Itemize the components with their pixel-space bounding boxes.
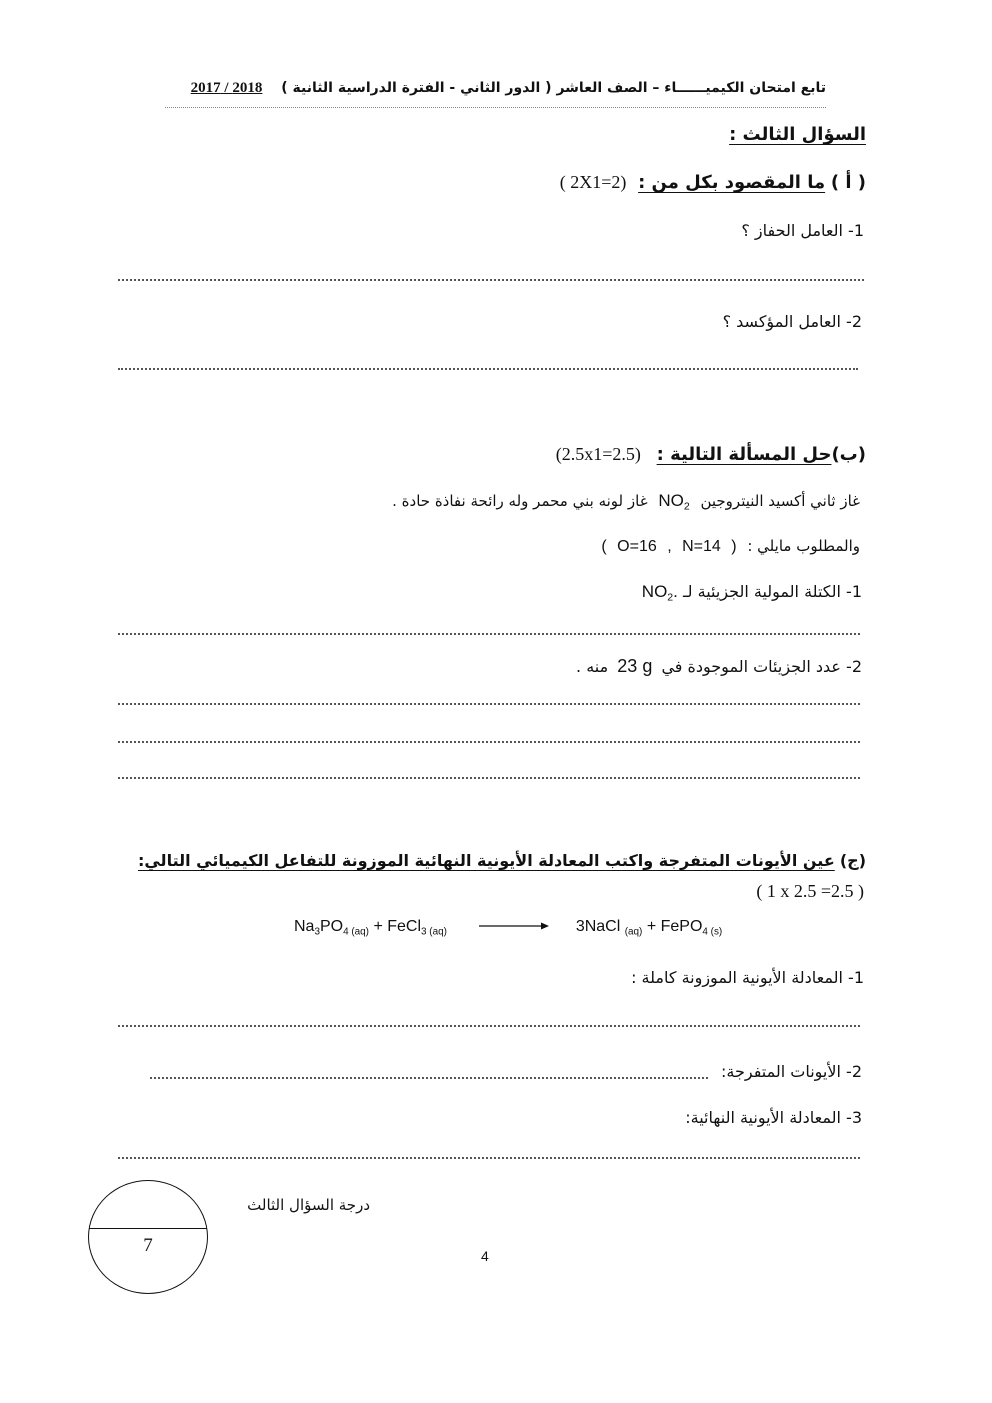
part-a-prefix: ( أ ) <box>830 172 866 193</box>
answer-line <box>118 279 864 281</box>
part-b-item-2-after: منه . <box>576 657 609 676</box>
part-a-heading <box>560 172 866 193</box>
part-b-required-label: والمطلوب مايلي : <box>747 537 860 555</box>
product-2: FePO$_{4 (s)}$ <box>660 918 723 938</box>
grade-circle <box>88 1180 208 1294</box>
part-c-label: عين الأيونات المتفرجة واكتب المعادلة الأيونية النهائية الموزونة للتفاعل الكيميائي التالي: <box>137 851 835 870</box>
part-b-intro-before: غاز ثاني أكسيد النيتروجين <box>700 492 860 510</box>
part-b-item-2-qty: 23 g <box>617 656 653 676</box>
header-title: تابع امتحان الكيميــــــاء – الصف العاشر ( الدور الثاني - الفترة الدراسية الثانية ) <box>281 80 826 96</box>
part-b-heading <box>556 444 866 465</box>
part-b-item-1-text: 1- الكتلة المولية الجزيئية لـ <box>682 582 862 601</box>
answer-line <box>118 633 860 635</box>
part-a-item-1: 1- العامل الحفاز ؟ <box>741 221 864 240</box>
answer-line <box>118 741 860 743</box>
part-c-item-2: 2- الأيونات المتفرجة: <box>721 1062 862 1081</box>
part-b-intro-after: غاز لونه بني محمر وله رائحة نفاذة حادة . <box>392 492 648 510</box>
reactant-1: $Na_3PO_{4 (aq)}$ <box>294 918 369 938</box>
part-b-prefix: (ب) <box>831 444 866 465</box>
page-header <box>191 80 826 97</box>
product-1: 3NaCl $_{(aq)}$ <box>575 918 643 938</box>
part-c-prefix: (ج) <box>839 851 866 870</box>
plus-sign: + <box>646 918 657 936</box>
part-b-required <box>601 537 860 556</box>
part-c-heading <box>138 851 866 870</box>
part-b-item-1-formula: $NO_2$. <box>641 582 678 604</box>
part-b-marks: (2.5x1=2.5) <box>555 444 641 464</box>
grade-total: 7 <box>143 1235 153 1256</box>
question-title: السؤال الثالث : <box>729 124 866 145</box>
answer-line <box>118 703 860 705</box>
part-b-intro <box>392 491 860 513</box>
grade-circle-divider <box>89 1228 207 1229</box>
grade-label: درجة السؤال الثالث <box>247 1196 370 1214</box>
part-a-marks: ( 2X1=2) <box>559 172 627 192</box>
part-b-label: حل المسألة التالية : <box>656 444 832 465</box>
reactant-2: FeCl$_{3 (aq)}$ <box>387 918 447 938</box>
header-year: 2018 / 2017 <box>190 80 263 96</box>
plus-sign: + <box>373 918 383 936</box>
part-a-label: ما المقصود بكل من : <box>638 172 826 193</box>
part-c-item-1: 1- المعادلة الأيونية الموزونة كاملة : <box>631 968 864 987</box>
part-b-intro-formula: $NO_2$ <box>658 491 690 513</box>
answer-line <box>118 777 860 779</box>
answer-line <box>118 1157 860 1159</box>
answer-line <box>150 1077 708 1079</box>
part-b-item-1 <box>642 582 862 604</box>
part-b-item-2-before: 2- عدد الجزيئات الموجودة في <box>661 657 862 676</box>
part-b-atomic-masses: ( O=16 , N=14 ) <box>601 538 737 555</box>
page-number: 4 <box>481 1248 489 1264</box>
part-c-item-3: 3- المعادلة الأيونية النهائية: <box>685 1108 862 1127</box>
header-rule <box>165 107 826 108</box>
answer-line <box>118 368 858 370</box>
part-a-item-2: 2- العامل المؤكسد ؟ <box>722 312 862 331</box>
part-b-item-2 <box>576 656 862 677</box>
part-c-marks: ( 1 x 2.5 =2.5 ) <box>756 881 864 901</box>
answer-line <box>118 1025 860 1027</box>
reaction-arrow-icon <box>479 918 549 936</box>
chemical-equation <box>294 918 722 938</box>
